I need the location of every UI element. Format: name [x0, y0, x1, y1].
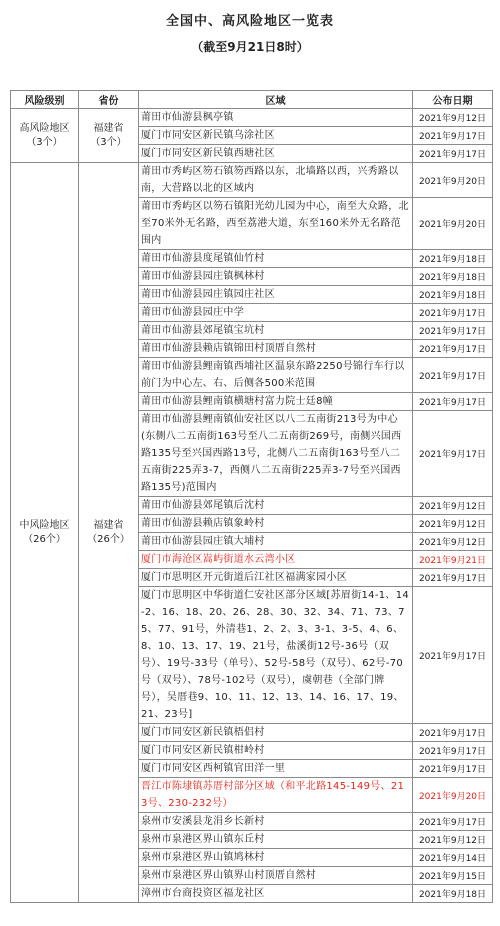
- area-cell: 晋江市陈埭镇苏厝村部分区域（和平北路145-149号、213号、230-232号）: [139, 778, 413, 813]
- province-label: 福建省: [93, 122, 124, 134]
- area-cell: 厦门市同安区新民镇梧侣村: [139, 724, 413, 742]
- publish-date-cell: 2021年9月17日: [413, 127, 493, 145]
- area-cell: 厦门市海沧区嵩屿街道水云湾小区: [139, 551, 413, 569]
- publish-date-cell: 2021年9月12日: [413, 109, 493, 127]
- publish-date-cell: 2021年9月12日: [413, 515, 493, 533]
- area-cell: 厦门市同安区新民镇柑岭村: [139, 742, 413, 760]
- publish-date-cell: 2021年9月17日: [413, 340, 493, 358]
- risk-level-cell: [11, 163, 79, 903]
- publish-date-cell: 2021年9月18日: [413, 885, 493, 903]
- province-count: （26个）: [87, 533, 130, 545]
- province-cell: [79, 109, 139, 163]
- publish-date-cell: 2021年9月17日: [413, 322, 493, 340]
- area-cell: 厦门市同安区新民镇西塘社区: [139, 145, 413, 163]
- area-cell: 莆田市仙游县郊尾镇后沈村: [139, 497, 413, 515]
- publish-date-cell: 2021年9月18日: [413, 250, 493, 268]
- province-count: （3个）: [90, 136, 127, 148]
- area-cell: 莆田市秀屿区笏石镇笏西路以东，北墙路以西，兴秀路以南，大营路以北的区域内: [139, 163, 413, 198]
- area-cell: 厦门市同安区西柯镇官田洋一里: [139, 760, 413, 778]
- area-cell: 泉州市安溪县龙涓乡长新村: [139, 813, 413, 831]
- table-row: [11, 163, 493, 198]
- table-header-row: [11, 91, 493, 109]
- publish-date-cell: 2021年9月17日: [413, 569, 493, 587]
- publish-date-cell: 2021年9月17日: [413, 145, 493, 163]
- publish-date-cell: 2021年9月20日: [413, 198, 493, 250]
- area-cell: 莆田市仙游县园庄镇园庄社区: [139, 286, 413, 304]
- area-cell: 莆田市仙游县鲤南镇仙安社区以八二五南街213号为中心(东侧八二五南街163号至八二五南街269号，南侧兴国西路135号至兴国西路13号，北侧八二五南街163号至八二五南街225弄3-7，西侧八二五南街225弄3-7号至兴国西路135号)范围内: [139, 411, 413, 497]
- header-province: 省份: [79, 91, 139, 109]
- area-cell: 厦门市同安区新民镇乌涂社区: [139, 127, 413, 145]
- area-cell: 莆田市仙游县枫亭镇: [139, 109, 413, 127]
- publish-date-cell: 2021年9月17日: [413, 587, 493, 724]
- area-cell: 厦门市思明区开元街道后江社区福满家园小区: [139, 569, 413, 587]
- publish-date-cell: 2021年9月15日: [413, 867, 493, 885]
- page-title: 全国中、高风险地区一览表: [165, 14, 334, 29]
- publish-date-cell: 2021年9月17日: [413, 411, 493, 497]
- publish-date-cell: 2021年9月21日: [413, 551, 493, 569]
- area-cell: 莆田市仙游县园庄中学: [139, 304, 413, 322]
- publish-date-cell: 2021年9月17日: [413, 760, 493, 778]
- risk-level-label: 中风险地区: [19, 519, 70, 531]
- publish-date-cell: 2021年9月12日: [413, 831, 493, 849]
- publish-date-cell: 2021年9月20日: [413, 163, 493, 198]
- page-subtitle: （截至9月21日8时）: [191, 40, 309, 54]
- publish-date-cell: 2021年9月17日: [413, 358, 493, 393]
- publish-date-cell: 2021年9月17日: [413, 742, 493, 760]
- publish-date-cell: 2021年9月12日: [413, 533, 493, 551]
- area-cell: 莆田市仙游县鲤南镇西埔社区温泉东路2250号锦行车行以前门为中心左、右、后侧各500米范围: [139, 358, 413, 393]
- risk-level-cell: [11, 109, 79, 163]
- risk-area-table: [10, 90, 493, 903]
- risk-level-label: 高风险地区: [19, 122, 70, 134]
- area-cell: 泉州市泉港区界山镇东丘村: [139, 831, 413, 849]
- table-body: [11, 109, 493, 903]
- publish-date-cell: 2021年9月17日: [413, 813, 493, 831]
- publish-date-cell: 2021年9月18日: [413, 268, 493, 286]
- header-publish-date: 公布日期: [413, 91, 493, 109]
- area-cell: 莆田市仙游县园庄镇大埔村: [139, 533, 413, 551]
- risk-level-count: （3个）: [26, 136, 63, 148]
- risk-level-count: （26个）: [23, 533, 66, 545]
- area-cell: 莆田市仙游县郊尾镇宝坑村: [139, 322, 413, 340]
- area-cell: 莆田市仙游县赖店镇锦田村顶厝自然村: [139, 340, 413, 358]
- publish-date-cell: 2021年9月17日: [413, 393, 493, 411]
- publish-date-cell: 2021年9月12日: [413, 497, 493, 515]
- province-label: 福建省: [93, 519, 124, 531]
- header-area: 区域: [139, 91, 413, 109]
- publish-date-cell: 2021年9月17日: [413, 724, 493, 742]
- province-cell: [79, 163, 139, 903]
- area-cell: 莆田市仙游县园庄镇枫林村: [139, 268, 413, 286]
- header-risk-level: 风险级别: [11, 91, 79, 109]
- area-cell: 莆田市仙游县鲤南镇横塘村富力院士廷8幢: [139, 393, 413, 411]
- area-cell: 莆田市仙游县度尾镇仙竹村: [139, 250, 413, 268]
- publish-date-cell: 2021年9月18日: [413, 286, 493, 304]
- table-row: [11, 109, 493, 127]
- publish-date-cell: 2021年9月14日: [413, 849, 493, 867]
- publish-date-cell: 2021年9月17日: [413, 304, 493, 322]
- publish-date-cell: 2021年9月20日: [413, 778, 493, 813]
- area-cell: 泉州市泉港区界山镇鸠林村: [139, 849, 413, 867]
- area-cell: 漳州市台商投资区福龙社区: [139, 885, 413, 903]
- area-cell: 厦门市思明区中华街道仁安社区部分区域[苏眉街14-1、14-2、16、18、20、26、28、30、32、34、71、73、75、77、91号，外清巷1、2、2、3、3-1、3-5、4、6、8、10、13、17、19、21号，盐溪街12号-36号（双号）、19号-33号（单号）、52号-58号（双号）、62号-70号（双号）、78号-102号（双号），虞朝巷（全部门牌号），吴厝巷9、10、11、12、13、14、16、17、19、21、23号]: [139, 587, 413, 724]
- area-cell: 莆田市秀屿区以笏石镇阳光幼儿园为中心，南至大众路，北至70米外无名路，西至荔港大道，东至160米外无名路范围内: [139, 198, 413, 250]
- area-cell: 泉州市泉港区界山镇界山村顶厝自然村: [139, 867, 413, 885]
- area-cell: 莆田市仙游县赖店镇象岭村: [139, 515, 413, 533]
